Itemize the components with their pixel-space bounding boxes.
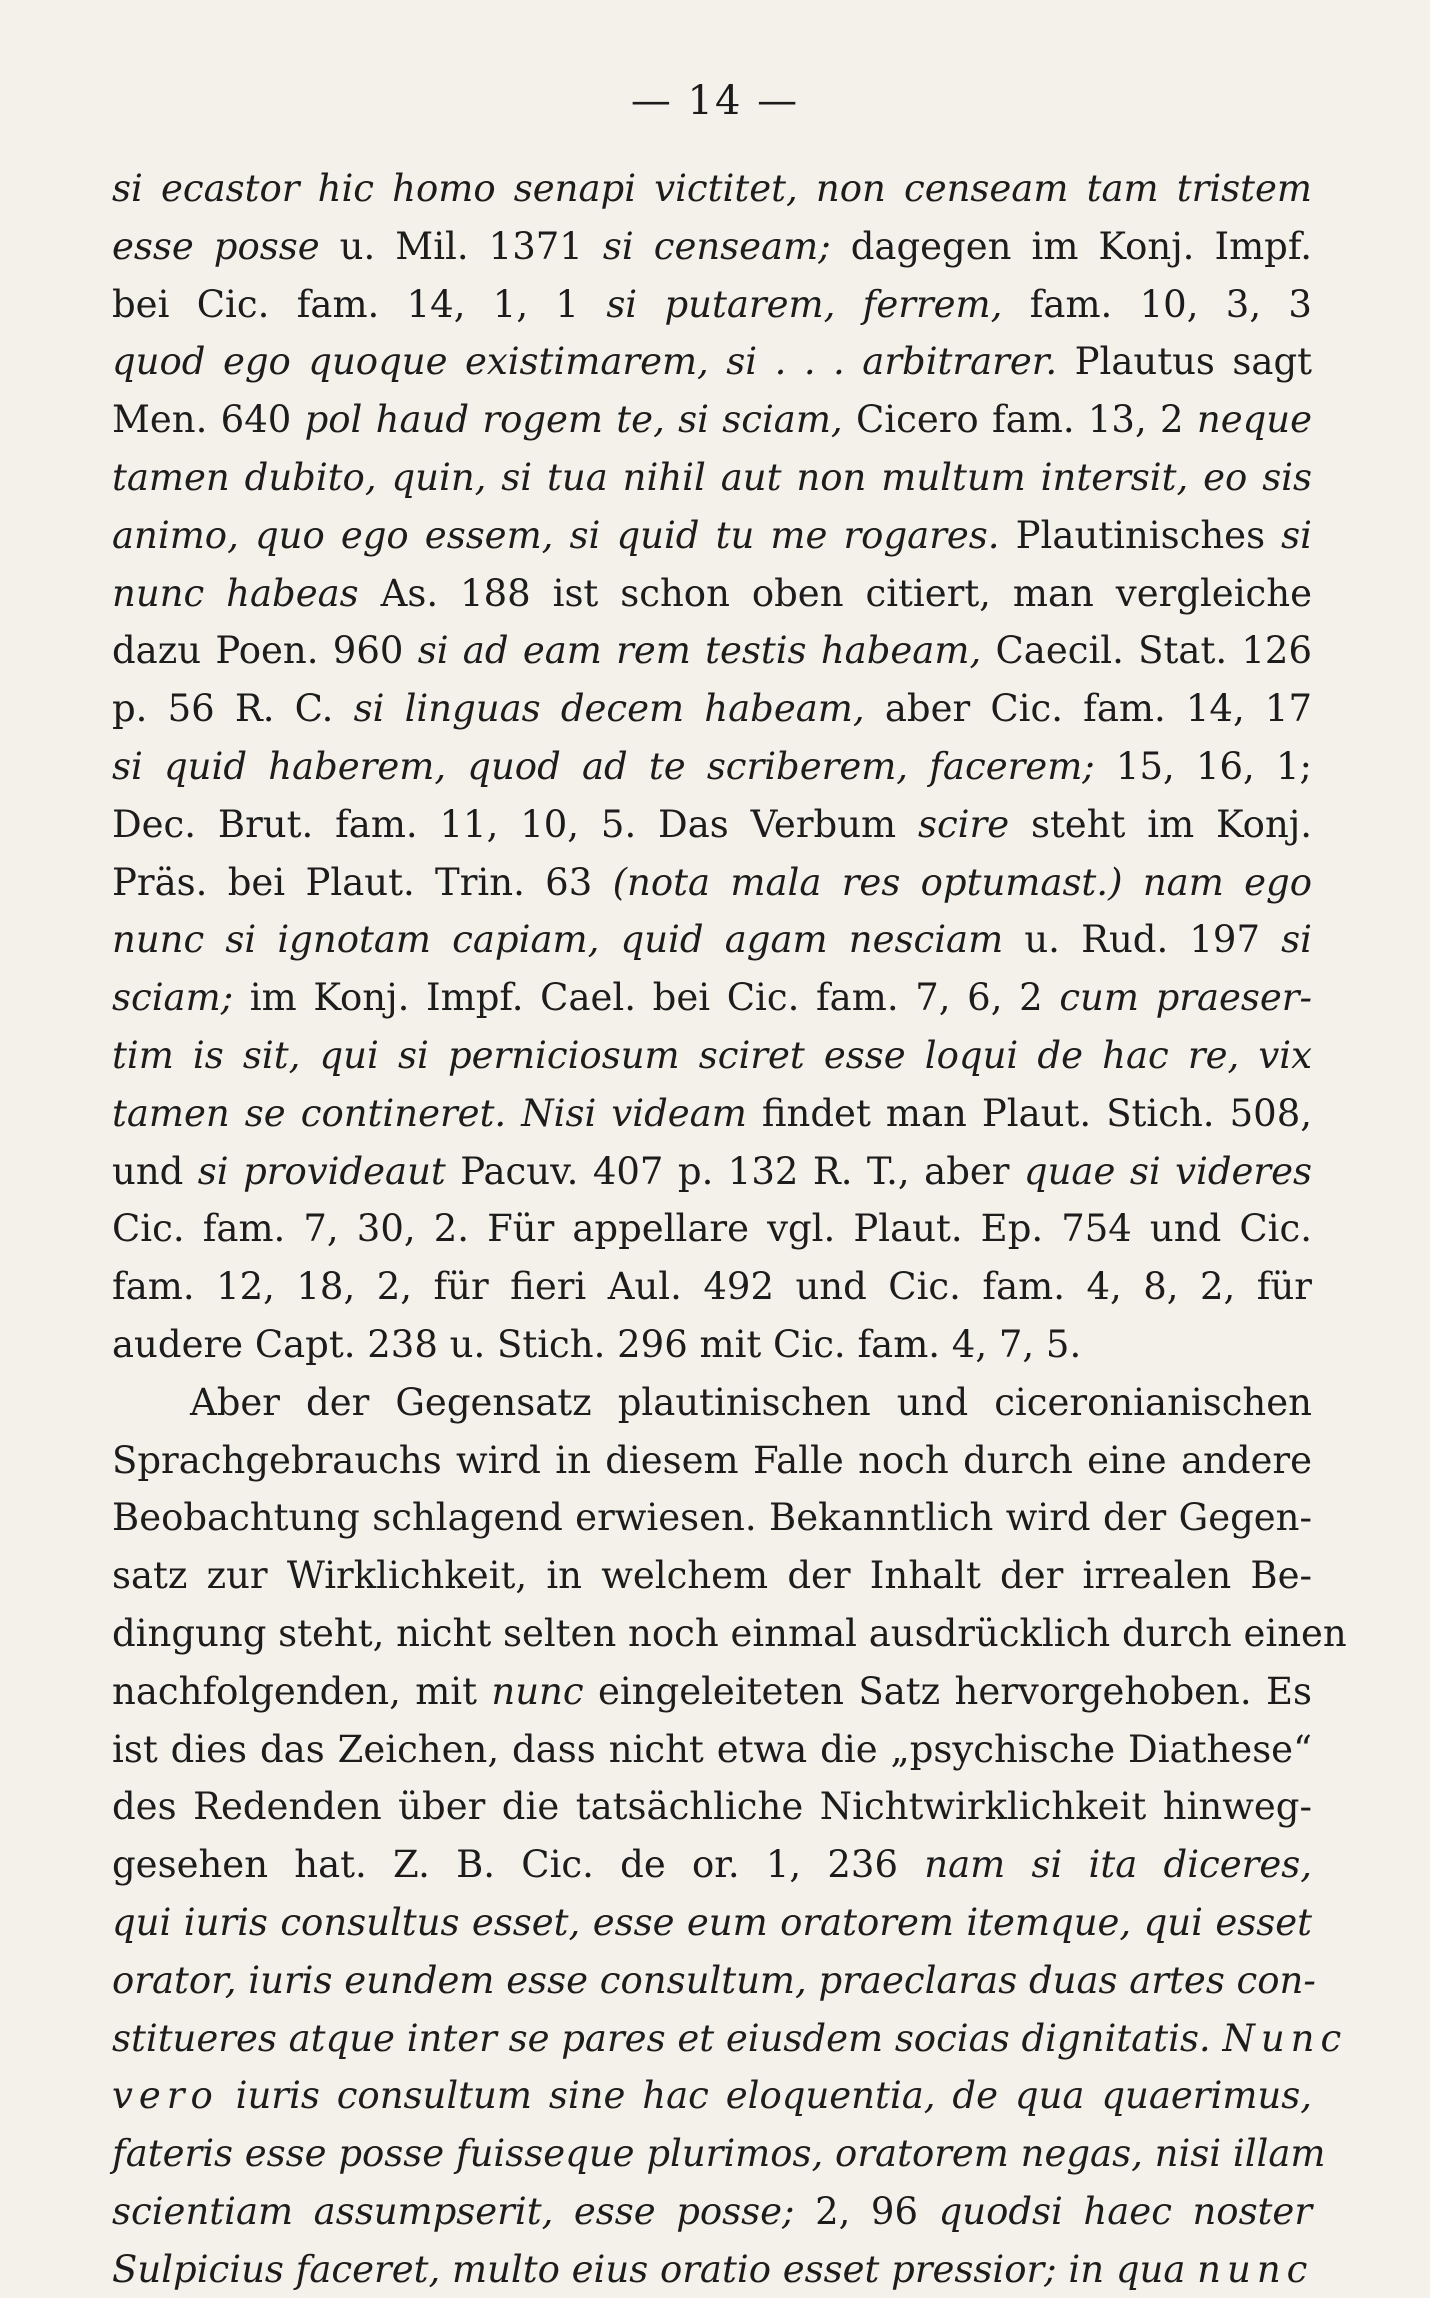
italic-text: vero bbox=[112, 2074, 219, 2118]
italic-text: scire bbox=[917, 802, 1010, 846]
italic-text: tamen dubito, quin, si tua nihil aut non multum intersit, eo sis bbox=[112, 455, 1312, 499]
text-segment: satz zur Wirklichkeit, in welchem der Inhalt der irrealen Be- bbox=[112, 1554, 1312, 1598]
text-segment: dagegen im Konj. Impf. bbox=[830, 224, 1312, 268]
italic-text: pol haud rogem te, si sciam, bbox=[304, 398, 843, 442]
text-line bbox=[112, 2010, 1348, 2068]
text-segment: As. 188 ist schon oben citiert, man vergleiche bbox=[358, 571, 1312, 615]
text-line bbox=[112, 449, 1312, 507]
text-segment: steht im Konj. bbox=[1009, 802, 1313, 846]
text-segment: Pacuv. 407 p. 132 R. T., aber bbox=[445, 1149, 1024, 1193]
text-line bbox=[112, 1663, 1312, 1721]
italic-text: tamen se contineret. bbox=[112, 1091, 507, 1135]
text-segment: fam. 10, 3, 3 bbox=[1002, 282, 1312, 326]
text-line bbox=[112, 1432, 1312, 1490]
text-line bbox=[112, 1374, 1312, 1432]
italic-text: animo, quo ego essem, si quid tu me rogares. bbox=[112, 513, 1000, 557]
italic-text: si censeam; bbox=[602, 224, 831, 268]
text-line bbox=[112, 2125, 1326, 2183]
text-segment: Dec. Brut. fam. 11, 10, 5. Das Verbum bbox=[112, 802, 918, 846]
italic-text: si linguas decem habeam, bbox=[353, 687, 865, 731]
text-line bbox=[112, 160, 1312, 218]
text-segment: findet man Plaut. Stich. 508, bbox=[746, 1091, 1312, 1135]
text-segment: u. Mil. 1371 bbox=[319, 224, 603, 268]
text-line bbox=[112, 622, 1312, 680]
text-line bbox=[112, 333, 1312, 391]
text-line bbox=[112, 680, 1312, 738]
italic-text: nunc bbox=[491, 1669, 584, 1713]
italic-text: quod ego quoque existimarem, si . . . arbitrarer. bbox=[112, 340, 1058, 384]
text-line bbox=[112, 2067, 1312, 2125]
text-line bbox=[112, 1200, 1312, 1258]
text-segment: Caecil. Stat. 126 bbox=[981, 629, 1312, 673]
text-segment: p. 56 R. C. bbox=[112, 687, 354, 731]
italic-text: si ad eam rem testis habeam, bbox=[417, 629, 982, 673]
text-line bbox=[112, 1143, 1312, 1201]
text-line bbox=[112, 1316, 1312, 1374]
italic-text: esse posse bbox=[112, 224, 320, 268]
italic-text: si putarem, ferrem, bbox=[606, 282, 1003, 326]
italic-text: quae si videres bbox=[1023, 1149, 1313, 1193]
italic-text: si bbox=[1281, 513, 1312, 557]
text-segment: gesehen hat. Z. B. Cic. de or. 1, 236 bbox=[112, 1843, 925, 1887]
text-line bbox=[112, 1952, 1316, 2010]
text-segment: Cic. fam. 7, 30, 2. Für appellare vgl. Plaut. Ep. 754 und Cic. bbox=[112, 1207, 1312, 1251]
text-line bbox=[112, 507, 1312, 565]
text-line bbox=[112, 1778, 1312, 1836]
italic-text: scientiam assumpserit, esse posse; bbox=[112, 2189, 795, 2233]
text-segment: aber Cic. fam. 14, 17 bbox=[864, 687, 1312, 731]
text-line bbox=[112, 1605, 1347, 1663]
text-line bbox=[112, 2241, 1312, 2298]
page-number: — 14 — bbox=[630, 78, 800, 124]
text-line bbox=[112, 1836, 1312, 1894]
text-segment: ist dies das Zeichen, dass nicht etwa die „psychische Diathese“ bbox=[112, 1727, 1312, 1771]
text-line bbox=[112, 969, 1312, 1027]
italic-text: neque bbox=[1196, 398, 1312, 442]
italic-text: tim is sit, qui si perniciosum sciret esse loqui de hac re, vix bbox=[112, 1033, 1312, 1077]
text-segment: 2, 96 bbox=[794, 2189, 939, 2233]
text-line bbox=[112, 1721, 1312, 1779]
text-segment: des Redenden über die tatsächliche Nichtwirklichkeit hinweg- bbox=[112, 1785, 1312, 1829]
text-line bbox=[112, 1258, 1312, 1316]
italic-text: sciam; bbox=[112, 976, 234, 1020]
text-line bbox=[112, 391, 1312, 449]
text-line bbox=[112, 738, 1312, 796]
italic-text: fateris esse posse fuisseque plurimos, oratorem negas, nisi illam bbox=[112, 2132, 1326, 2176]
text-segment: eingeleiteten Satz hervorgehoben. Es bbox=[583, 1669, 1313, 1713]
italic-text: nunc habeas bbox=[112, 571, 359, 615]
text-segment: 15, 16, 1; bbox=[1094, 744, 1312, 788]
italic-text: si ecastor hic homo senapi victitet, non censeam tam tristem bbox=[112, 167, 1312, 210]
text-segment: Präs. bei Plaut. Trin. 63 bbox=[112, 860, 613, 904]
italic-text: Nunc bbox=[1222, 2016, 1348, 2060]
italic-text: cum praeser- bbox=[1059, 976, 1312, 1020]
text-line bbox=[112, 796, 1312, 854]
text-segment: Sprachgebrauchs wird in diesem Falle noch durch eine andere bbox=[112, 1438, 1312, 1482]
italic-text: nam si ita diceres, bbox=[924, 1843, 1313, 1887]
text-line bbox=[112, 1027, 1312, 1085]
text-line bbox=[112, 1085, 1312, 1143]
italic-text: quodsi haec noster bbox=[938, 2189, 1313, 2233]
text-segment bbox=[506, 1092, 521, 1135]
text-segment: fam. 12, 18, 2, für fieri Aul. 492 und Cic. fam. 4, 8, 2, für bbox=[112, 1265, 1312, 1309]
italic-text: si bbox=[1281, 918, 1312, 962]
text-segment: Beobachtung schlagend erwiesen. Bekanntlich wird der Gegen- bbox=[112, 1496, 1312, 1540]
text-line bbox=[112, 2183, 1312, 2241]
text-line bbox=[112, 911, 1312, 969]
text-line bbox=[112, 276, 1312, 334]
text-segment: im Konj. Impf. Cael. bei Cic. fam. 7, 6, 2 bbox=[233, 976, 1060, 1020]
italic-text: nunc si ignotam capiam, quid agam nesciam bbox=[112, 918, 1004, 962]
text-segment: u. Rud. 197 bbox=[1003, 918, 1282, 962]
text-segment: dingung steht, nicht selten noch einmal ausdrücklich durch einen bbox=[112, 1611, 1347, 1655]
text-line bbox=[112, 1547, 1312, 1605]
italic-text: qui iuris consultus esset, esse eum oratorem itemque, qui esset bbox=[112, 1900, 1312, 1944]
text-line bbox=[112, 854, 1312, 912]
text-line bbox=[112, 218, 1312, 276]
italic-text: si quid haberem, quod ad te scriberem, facerem; bbox=[112, 744, 1095, 788]
italic-text: iuris consultum sine hac eloquentia, de qua quaerimus, bbox=[218, 2074, 1312, 2118]
body-text bbox=[112, 160, 1348, 2298]
text-segment: Aber der Gegensatz plautinischen und ciceronianischen bbox=[190, 1380, 1312, 1424]
italic-text: Nisi videam bbox=[521, 1091, 747, 1135]
text-line bbox=[112, 565, 1312, 623]
italic-text: Sulpicius faceret, multo eius oratio esset pressior; in qua bbox=[112, 2247, 1198, 2291]
text-line bbox=[112, 1894, 1312, 1952]
paragraph-2 bbox=[112, 1374, 1348, 2298]
italic-text: nunc bbox=[1197, 2247, 1314, 2291]
italic-text: stitueres atque inter se pares et eiusdem socias dignitatis. bbox=[112, 2016, 1223, 2060]
text-segment: nachfolgenden, mit bbox=[112, 1669, 492, 1713]
text-line bbox=[112, 1489, 1312, 1547]
text-segment: und bbox=[112, 1149, 198, 1193]
text-segment: dazu Poen. 960 bbox=[112, 629, 418, 673]
italic-text: si provideaut bbox=[197, 1149, 446, 1193]
text-segment: Cicero fam. 13, 2 bbox=[842, 398, 1197, 442]
text-segment: Plautinisches bbox=[999, 513, 1282, 557]
italic-text: orator, iuris eundem esse consultum, praeclaras duas artes con- bbox=[112, 1958, 1316, 2002]
paragraph-1 bbox=[112, 160, 1312, 1374]
text-segment: Plautus sagt bbox=[1057, 340, 1312, 384]
text-segment: audere Capt. 238 u. Stich. 296 mit Cic. fam. 4, 7, 5. bbox=[112, 1322, 1082, 1366]
text-segment: bei Cic. fam. 14, 1, 1 bbox=[112, 282, 607, 326]
italic-text: (nota mala res optumast.) nam ego bbox=[612, 860, 1312, 904]
text-segment: Men. 640 bbox=[112, 398, 305, 442]
